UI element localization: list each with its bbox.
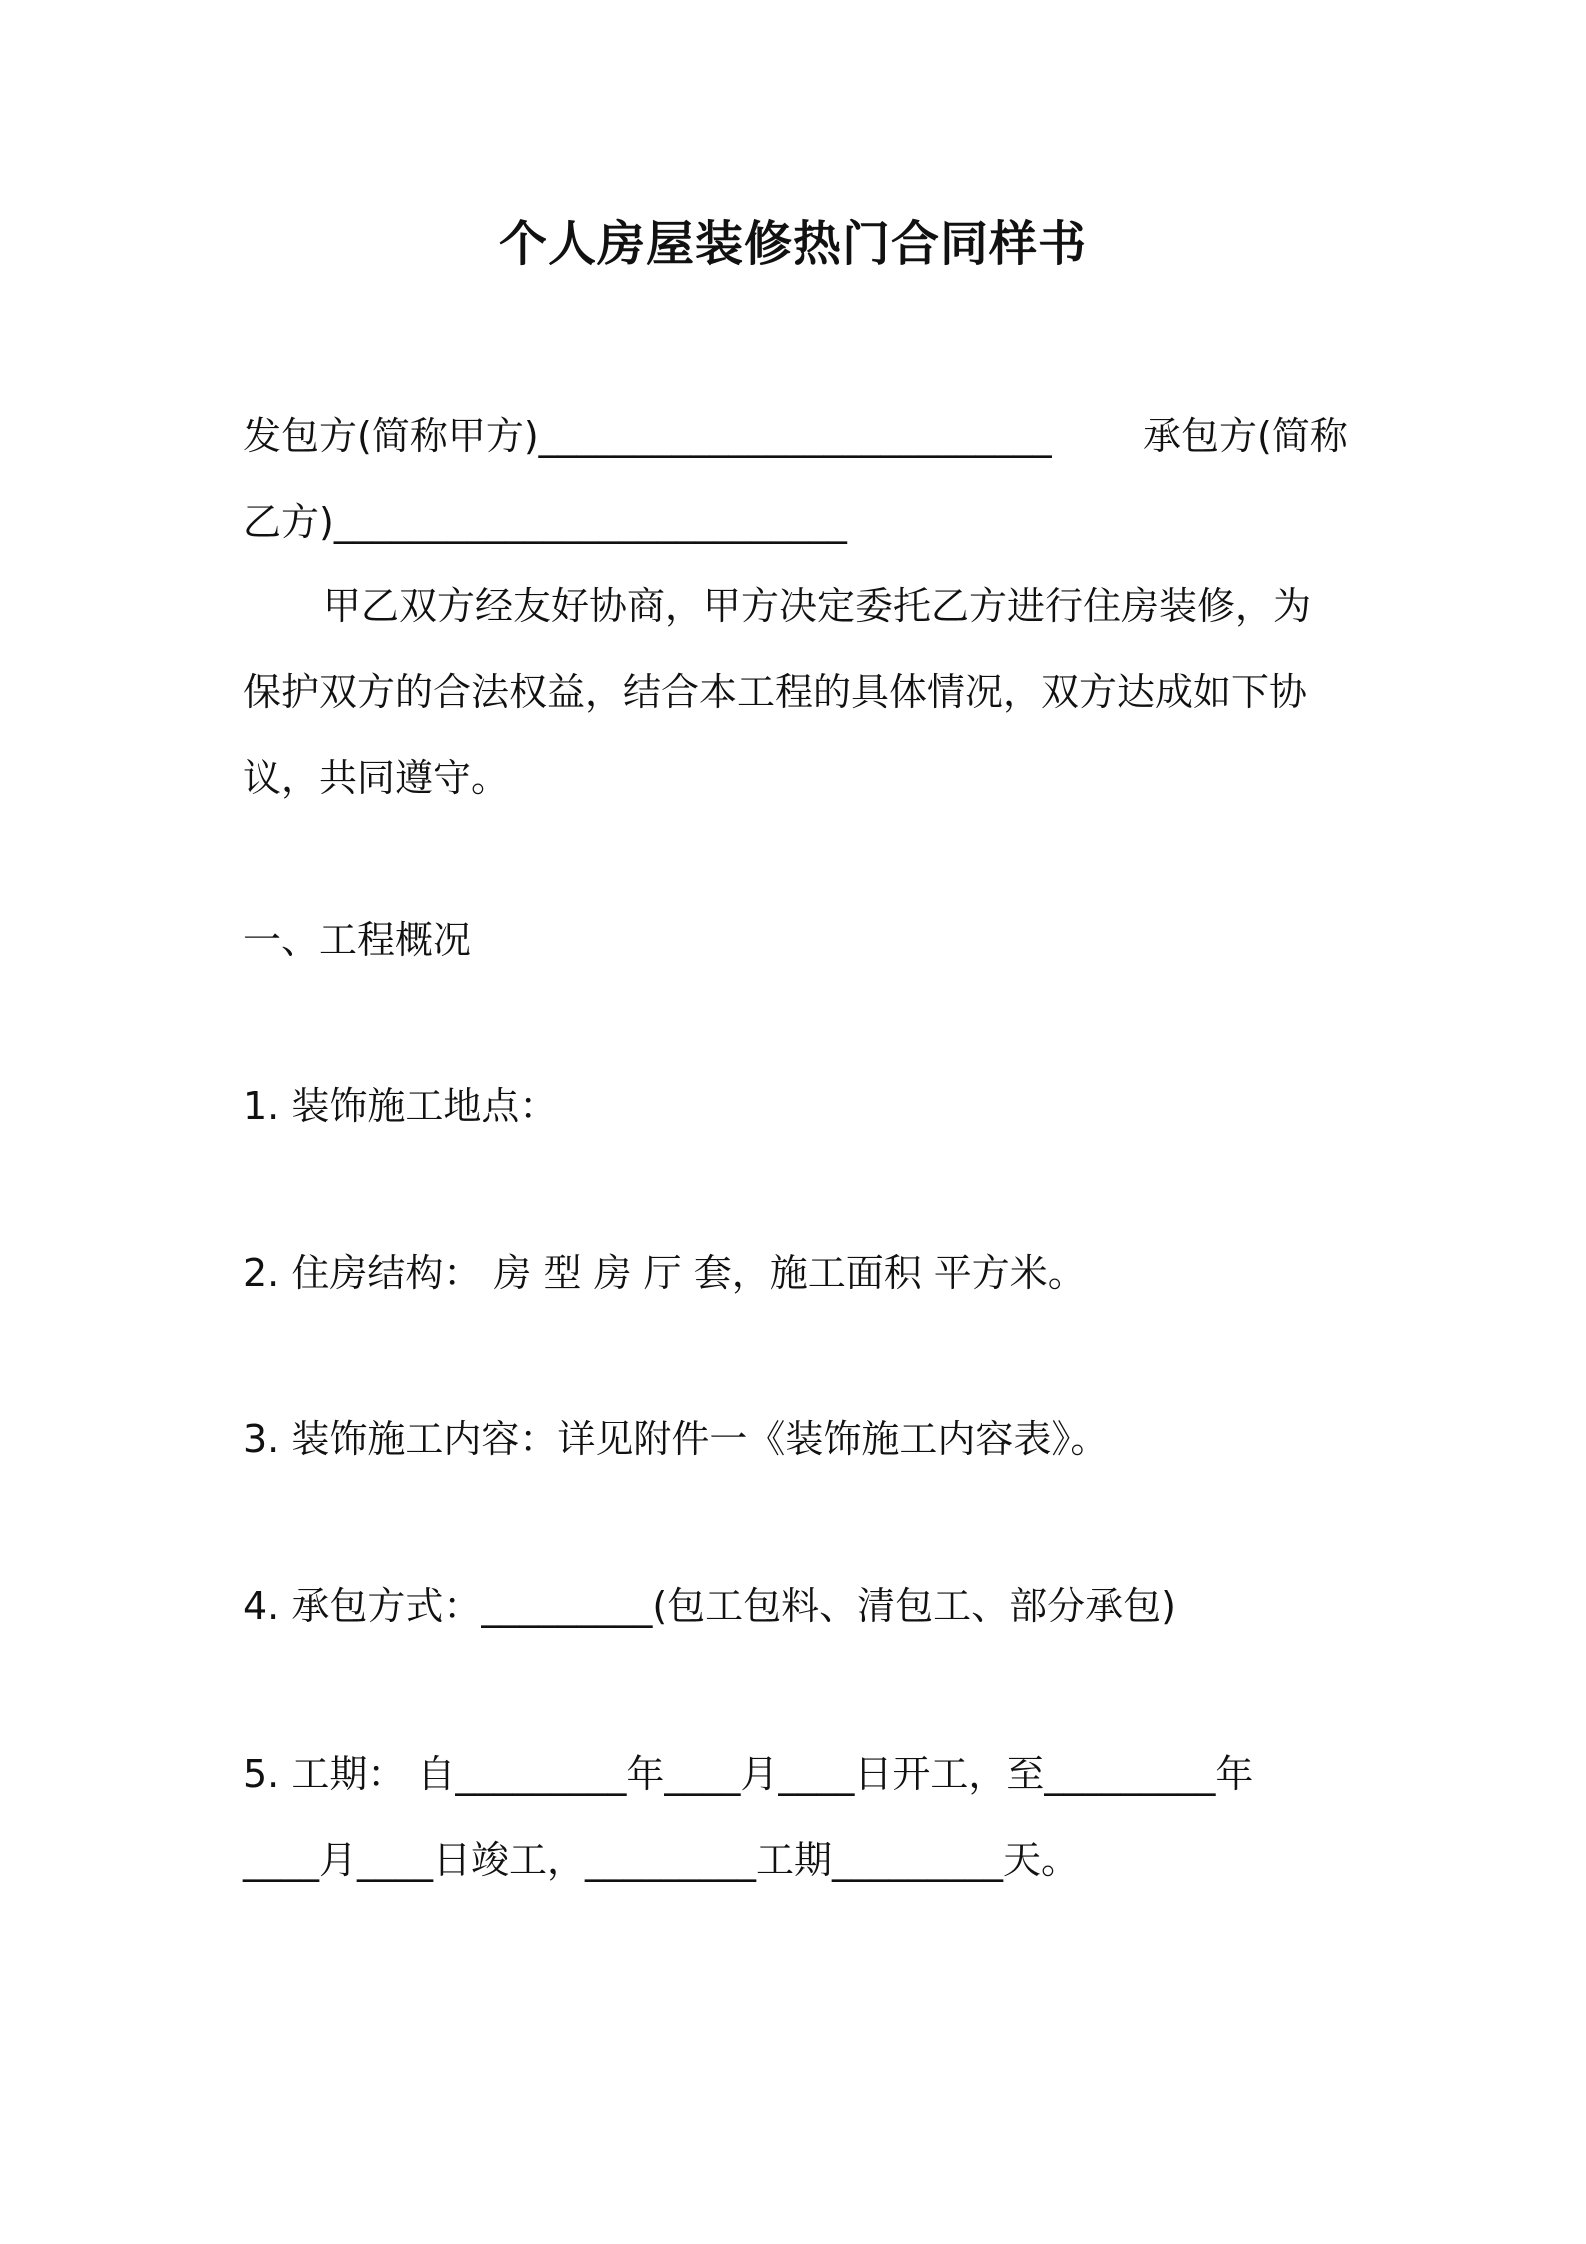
intro-paragraph-line-1: 甲乙双方经友好协商，甲方决定委托乙方进行住房装修，为 xyxy=(323,584,1312,628)
intro-paragraph-line-2: 保护双方的合法权益，结合本工程的具体情况，双方达成如下协 xyxy=(243,670,1308,714)
intro-paragraph-line-3: 议，共同遵守。 xyxy=(243,756,510,800)
parties-line-1 xyxy=(243,410,1353,462)
party-a-field: 发包方(简称甲方)___________________________ xyxy=(243,414,1052,458)
clause-construction-period-line-2: ____月____日竣工，_________工期_________天。 xyxy=(243,1838,1080,1882)
clause-construction-period-line-1: 5. 工期： 自_________年____月____日开工，至_________年 xyxy=(243,1752,1254,1796)
document-title: 个人房屋装修热门合同样书 xyxy=(498,216,1087,272)
clause-construction-location: 1. 装饰施工地点： xyxy=(243,1084,558,1128)
clause-contract-mode: 4. 承包方式：_________(包工包料、清包工、部分承包) xyxy=(243,1584,1176,1628)
party-b-label: 承包方(简称 xyxy=(1143,414,1348,458)
clause-housing-structure: 2. 住房结构： 房 型 房 厅 套，施工面积 平方米。 xyxy=(243,1251,1086,1295)
section-heading-project-overview: 一、工程概况 xyxy=(243,918,472,962)
parties-line-2: 乙方)___________________________ xyxy=(243,500,847,544)
clause-construction-content: 3. 装饰施工内容：详见附件一《装饰施工内容表》。 xyxy=(243,1417,1109,1461)
